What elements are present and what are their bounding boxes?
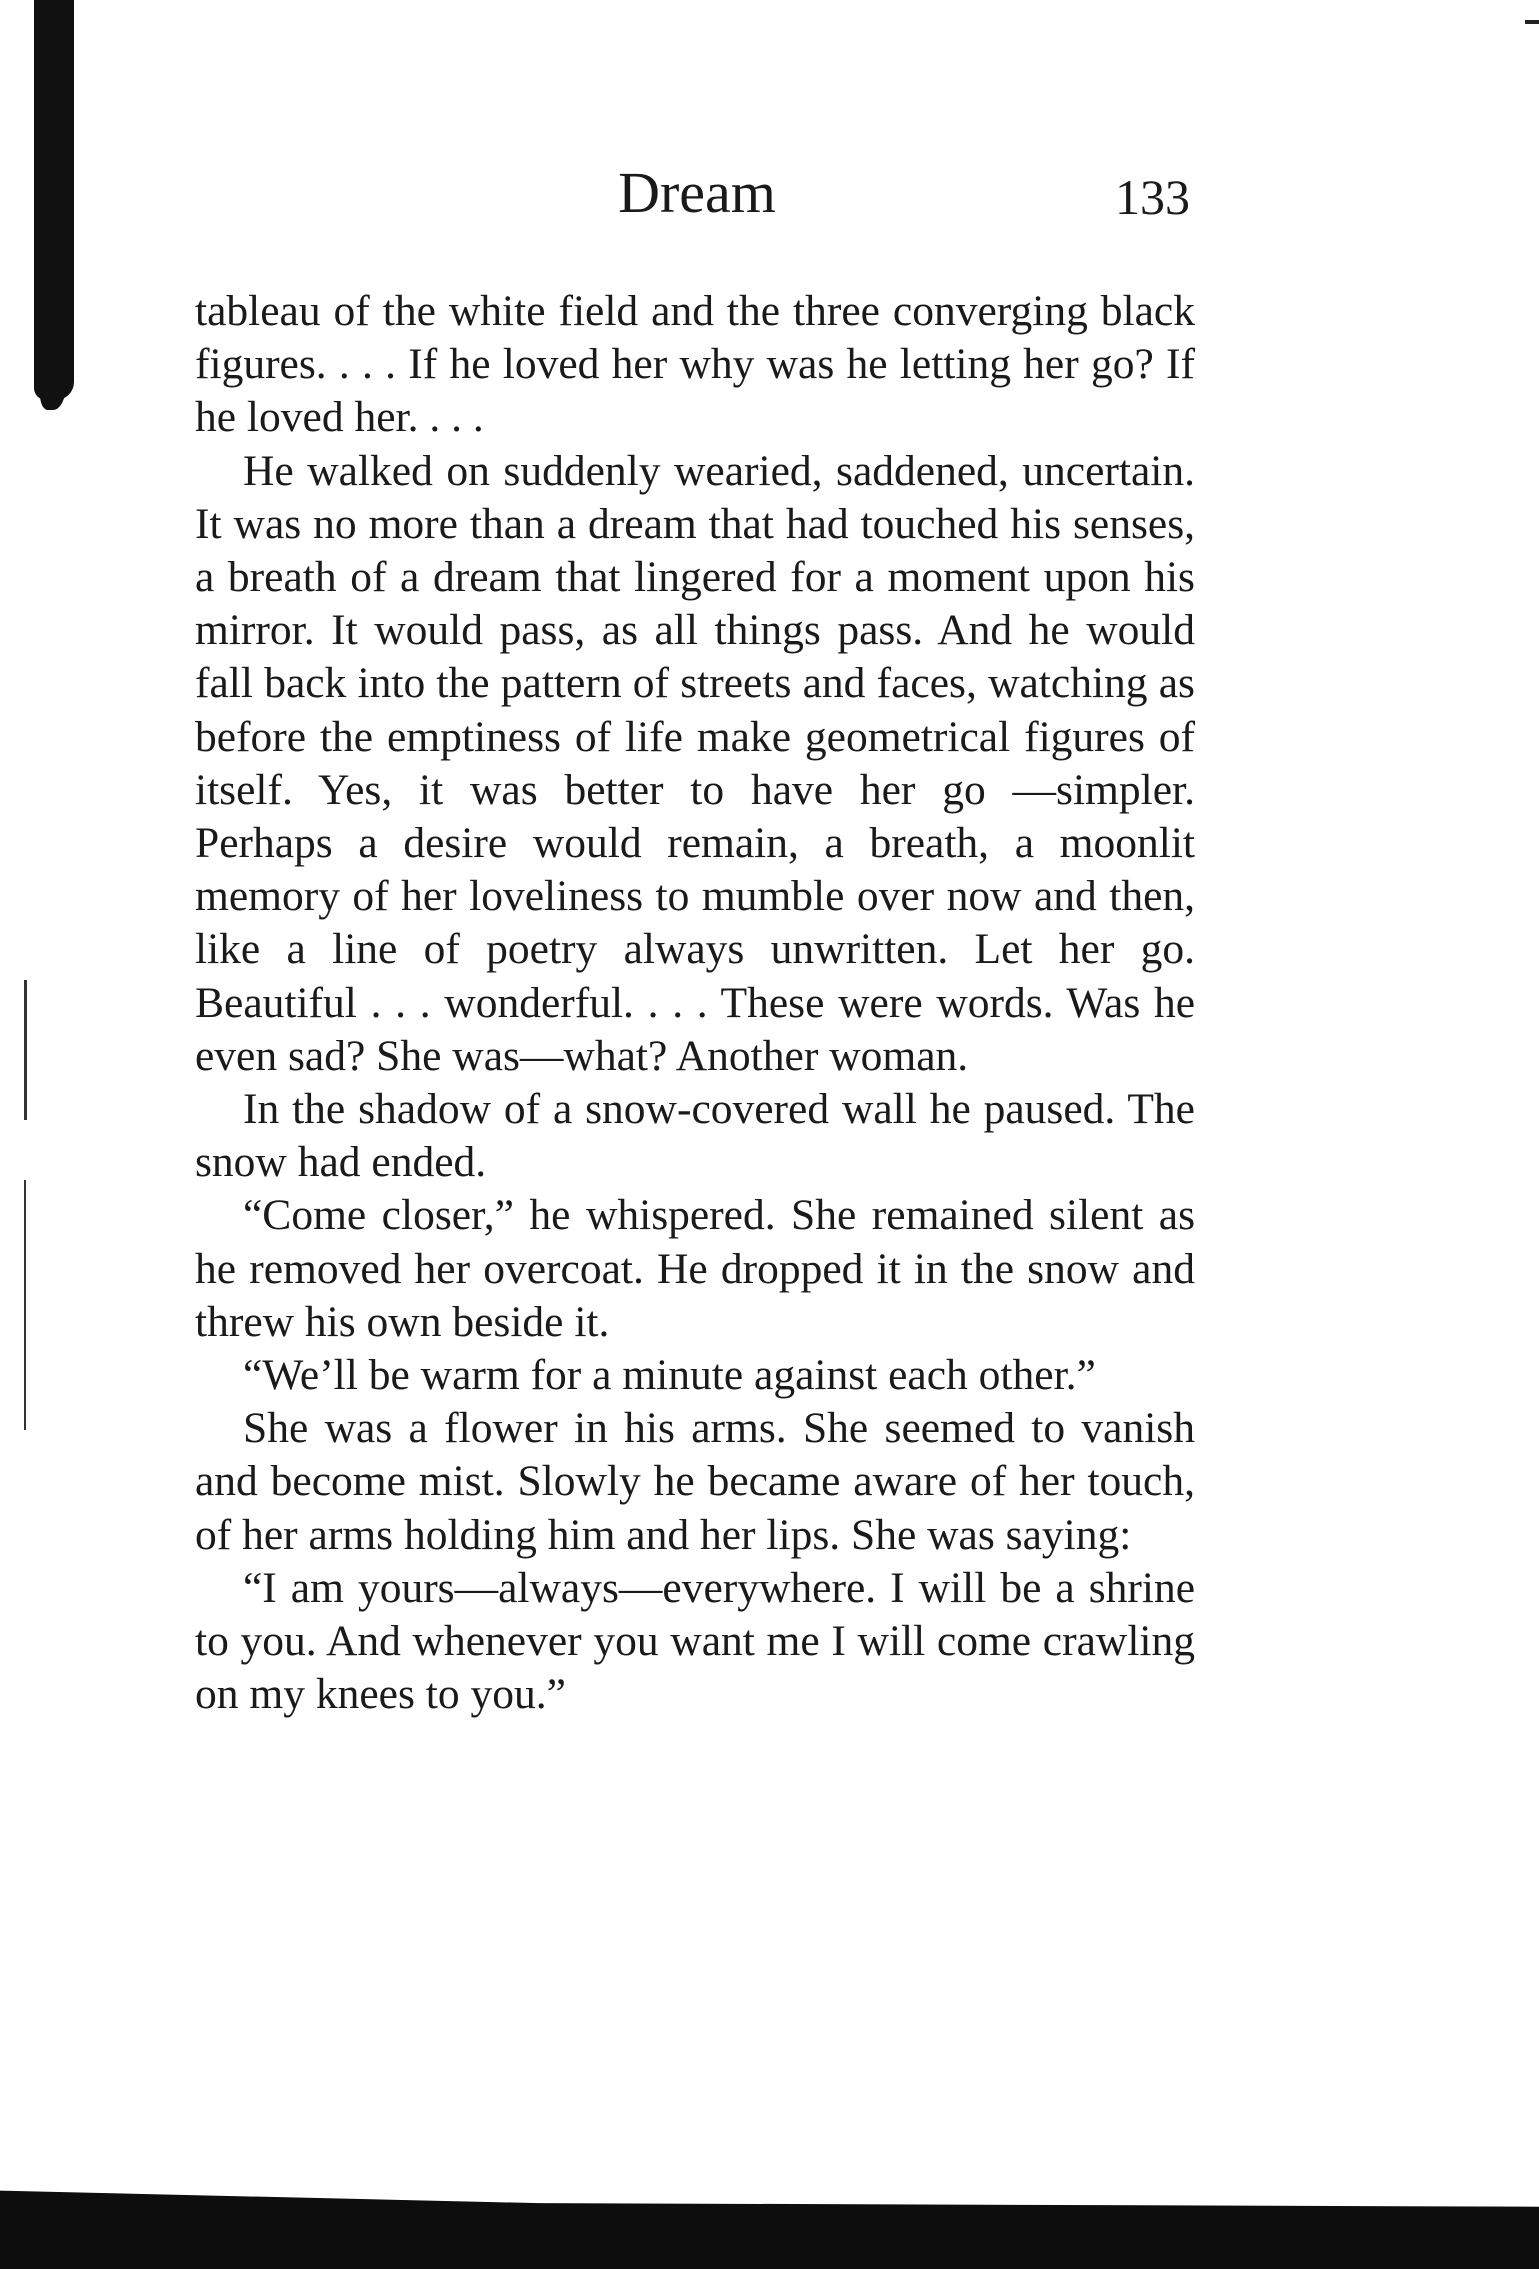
scan-bottom-edge (0, 2180, 1539, 2269)
scan-artifact-line (24, 1180, 26, 1430)
paragraph: In the shadow of a snow-covered wall he paused. The snow had ended. (195, 1085, 1195, 1187)
page-number: 133 (1115, 169, 1190, 225)
paragraph: “We’ll be warm for a minute against each other.” (243, 1351, 1096, 1400)
body-text (195, 285, 1195, 1721)
chapter-title: Dream (618, 160, 776, 225)
paragraph: She was a flower in his arms. She seemed to vanish and become mist. Slowly he became aware of her touch, of her arms holding him and her lips. She was saying: (195, 1404, 1195, 1559)
paragraph: tableau of the white field and the three converging black figures. . . . If he loved her why was he letting her go? If he loved her. . . . (195, 287, 1195, 442)
paragraph: “Come closer,” he whispered. She remained silent as he removed her overcoat. He dropped it in the snow and threw his own beside it. (195, 1191, 1195, 1346)
running-head (0, 158, 1539, 228)
paragraph: He walked on suddenly wearied, saddened, uncertain. It was no more than a dream that had touched his senses, a breath of a dream that lingered for a moment upon his mirror. It would pass, as all things pass. And he would fall back into the pattern of streets and faces, watching as before the emptiness of life make geometrical figures of itself. Yes, it was better to have her go —simpler. Perhaps a desire would remain, a breath, a moonlit memory of her loveliness to mumble over now and then, like a line of poetry always unwritten. Let her go. Beautiful . . . wonderful. . . . These were words. Was he even sad? She was—what? Another woman. (195, 446, 1195, 1080)
scan-corner-mark (1525, 20, 1539, 24)
scan-artifact-line (24, 980, 27, 1120)
paragraph: “I am yours—always—everywhere. I will be a shrine to you. And whenever you want me I will come crawling on my knees to you.” (195, 1563, 1195, 1719)
